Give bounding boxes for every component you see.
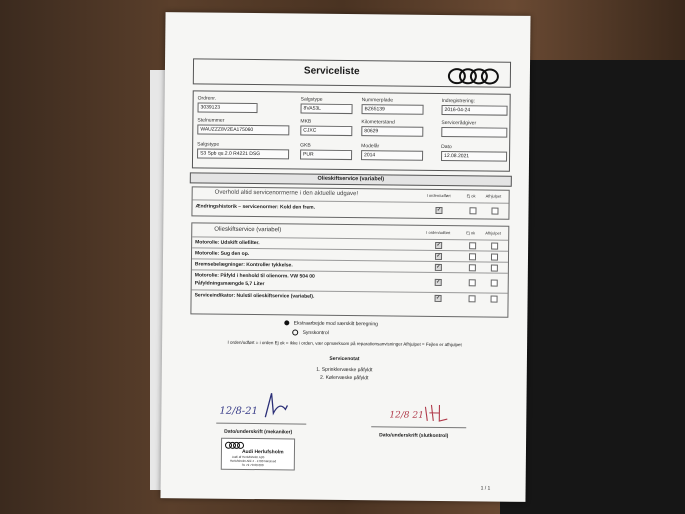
title-header-box — [193, 58, 511, 87]
checkbox-ej-ok[interactable] — [469, 295, 476, 302]
field-label-mkb: MKB — [300, 118, 312, 125]
col-header-ej-ok: Ej ok — [466, 230, 476, 236]
vehicle-info-box — [192, 90, 511, 171]
field-label-kilometerstand: Kilometerstand — [361, 119, 395, 126]
service-list-document — [160, 12, 530, 502]
checkbox-afhjulpet[interactable] — [491, 265, 498, 272]
field-label-gkb: GKB — [300, 142, 311, 149]
field-label-serviceraadgiver: Servicerådgiver — [441, 119, 477, 127]
field-value-mkb: CJXC — [300, 126, 352, 137]
stamp-line-3: 55 72 70 00 000 — [241, 462, 264, 468]
field-value-gkb: PUR — [300, 150, 352, 161]
synskontrol-label: Synskontrol — [302, 329, 329, 337]
audi-rings-logo-icon — [448, 66, 502, 83]
field-value-stelnummer: WAUZZZ8V2EA175060 — [197, 124, 289, 135]
checkbox-afhjulpet[interactable] — [491, 254, 498, 261]
table-row — [192, 199, 508, 217]
field-value-serviceraadgiver — [441, 127, 507, 138]
row-text: Bremsebelægninger: Kontroller tykkelse. — [194, 261, 293, 269]
signature-line-left — [216, 423, 306, 425]
stamp-line-2: Herlufsholm Allé 4 · 4700 Næstved — [229, 458, 277, 464]
final-check-signature-date: 12/8 21 — [389, 410, 424, 421]
extra-work-label: Ekstraarbejde mod særskilt beregning — [293, 320, 378, 328]
row-text: Motorolie: Sug den op. — [194, 250, 250, 257]
checkbox-i-orden[interactable]: ✓ — [436, 263, 441, 270]
field-label-modelaar: Modelår — [361, 143, 380, 150]
checkbox-afhjulpet[interactable] — [491, 208, 498, 215]
col-header-ej-ok: Ej ok — [466, 193, 476, 199]
mechanic-signature-label: Dato/underskrift (mekaniker) — [224, 428, 293, 436]
section-table-1 — [191, 186, 509, 219]
extra-work-option[interactable] — [284, 320, 378, 327]
field-value-dato: 12.08.2021 — [441, 151, 507, 162]
checkbox-afhjulpet[interactable] — [491, 280, 498, 287]
field-value-modelaar: 2014 — [361, 150, 423, 161]
field-label-stelnummer: Stelnummer — [197, 117, 225, 124]
legend-text: I orden/udført = i orden Ej ok = ikke i orden, vær opmærksom på reparationsanvisninger Afhjulpet = Fejlen er afhjulpet — [227, 339, 462, 348]
section-header-olieskift-2: Olieskiftservice (variabel) — [214, 226, 282, 234]
section-header-olieskift-1: Olieskiftservice (variabel) — [190, 172, 512, 186]
servicenotat-item-1: 1. Sprinklervæske påfyldt — [316, 366, 373, 374]
field-value-salgstype: 8VA53L — [301, 104, 353, 115]
row-text-line2: Påfyldningsmængde 5,7 Liter — [194, 280, 265, 288]
row-text: Ændringshistorik – servicenormer: Kold den frem. — [195, 203, 316, 211]
row-text: Motorolie: Udskift oliefilter. — [195, 239, 260, 247]
checkbox-i-orden[interactable]: ✓ — [436, 206, 442, 213]
field-value-kilometerstand: 80629 — [361, 126, 423, 137]
table-row — [192, 289, 508, 304]
stamp-line-1: Audi af Herlufsholm ApS — [231, 454, 265, 460]
row-text: Serviceindikator: Nulstil olieskiftservice (variabel). — [194, 292, 315, 300]
section-table-2 — [190, 222, 509, 317]
audi-rings-stamp-icon — [225, 442, 247, 449]
bullet-filled-icon — [284, 321, 289, 326]
final-check-signature-label: Dato/underskrift (slutkontrol) — [379, 432, 449, 440]
radio-icon — [292, 329, 298, 335]
signature-line-right — [371, 426, 466, 428]
field-label-salgstype: Salgstype — [300, 96, 323, 103]
field-value-salgstype-2: S3 Spb qu.2.0 R4221 DSG — [197, 148, 289, 159]
col-header-afhjulpet: Afhjulpet — [485, 193, 502, 199]
servicenotat-title: Servicenotat — [329, 355, 360, 363]
field-label-salgstype-2: Salgstype — [197, 141, 220, 148]
field-label-nummerplade: Nummerplade — [361, 97, 394, 104]
checkbox-afhjulpet[interactable] — [491, 243, 498, 250]
field-label-dato: Dato — [441, 143, 452, 151]
checkbox-ej-ok[interactable] — [469, 207, 476, 214]
final-check-signature-scribble-icon — [421, 403, 455, 425]
checkbox-ej-ok[interactable] — [469, 242, 476, 249]
field-value-ordrenr: 3039123 — [198, 102, 258, 113]
mechanic-signature-scribble-icon — [261, 391, 291, 419]
checkbox-ej-ok[interactable] — [469, 279, 476, 286]
dealer-stamp — [221, 438, 295, 471]
row-text: Motorolie: Påfyld i henhold til olienorm. VW 504 00 — [194, 272, 315, 280]
service-norms-note: Overhold altid servicenormerne i den aktuelle udgave! — [214, 189, 359, 198]
field-label-ordrenr: Ordrenr. — [197, 95, 217, 102]
servicenotat-item-2: 2. Kølervæske påfyldt — [320, 374, 369, 382]
stamp-name: Audi Herlufsholm — [241, 448, 284, 456]
checkbox-i-orden[interactable]: ✓ — [436, 241, 441, 248]
mechanic-signature-date: 12/8-21 — [219, 405, 258, 418]
field-value-indregistrering: 2016-04-24 — [441, 105, 507, 116]
document-title: Serviceliste — [303, 65, 360, 78]
checkbox-ej-ok[interactable] — [469, 264, 476, 271]
field-value-nummerplade: BZ65139 — [361, 104, 423, 115]
col-header-i-orden: I orden/udført — [426, 229, 451, 236]
synskontrol-option[interactable] — [292, 329, 329, 336]
col-header-i-orden: I orden/udført — [426, 192, 451, 199]
checkbox-i-orden[interactable]: ✓ — [436, 252, 441, 259]
checkbox-afhjulpet[interactable] — [491, 296, 498, 303]
checkbox-i-orden[interactable]: ✓ — [435, 294, 441, 301]
checkbox-ej-ok[interactable] — [469, 253, 476, 260]
checkbox-i-orden[interactable]: ✓ — [436, 278, 441, 285]
page-number: 1 / 1 — [480, 485, 491, 492]
col-header-afhjulpet: Afhjulpet — [485, 230, 501, 236]
field-label-indregistrering: Indregistrering: — [441, 97, 476, 105]
